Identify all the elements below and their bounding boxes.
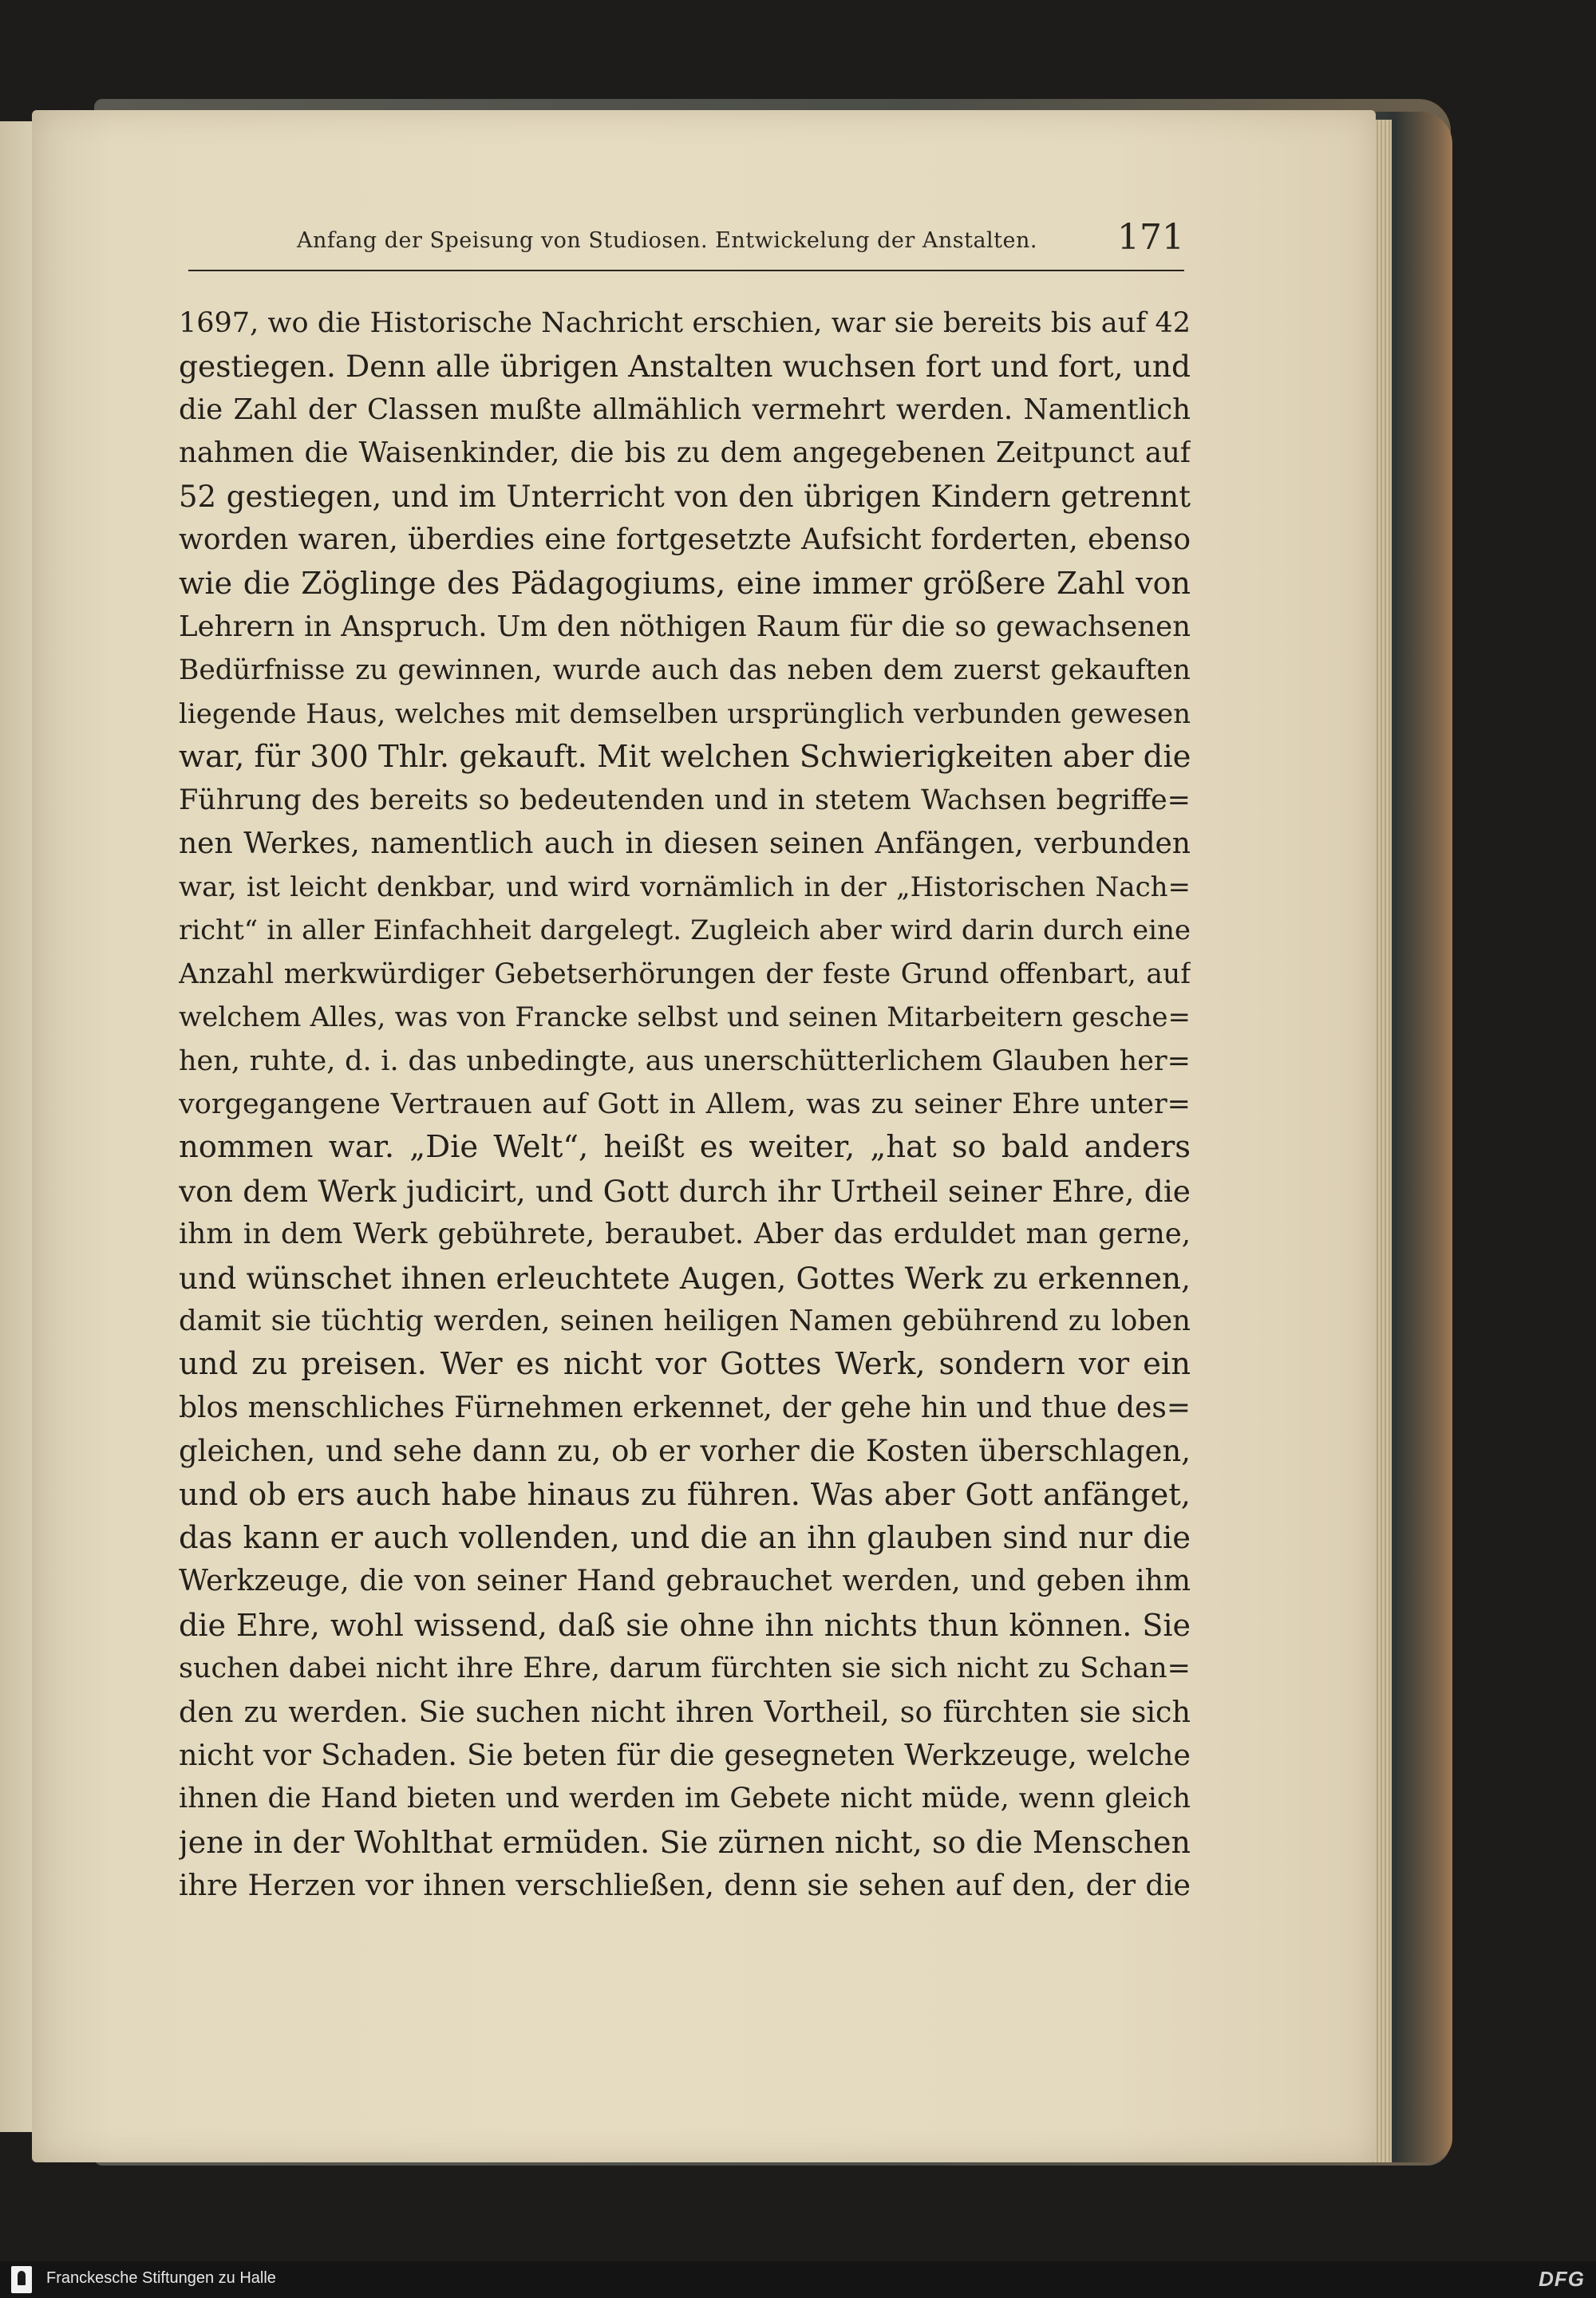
text-line: nicht vor Schaden. Sie beten für die gesegneten Werkzeuge, welche xyxy=(179,1737,1191,1772)
institution-logo-icon xyxy=(11,2266,32,2293)
text-line: suchen dabei nicht ihre Ehre, darum fürchten sie sich nicht zu Schan= xyxy=(179,1652,1191,1685)
footer-organization[interactable]: Franckesche Stiftungen zu Halle xyxy=(46,2269,276,2287)
page-number: 171 xyxy=(1117,217,1184,258)
text-line: nahmen die Waisenkinder, die bis zu dem angegebenen Zeitpunct auf xyxy=(179,436,1191,470)
text-line: nommen war. „Die Welt“, heißt es weiter, „hat so bald anders xyxy=(179,1129,1191,1166)
text-line: richt“ in aller Einfachheit dargelegt. Zugleich aber wird darin durch eine xyxy=(179,914,1191,947)
text-line: gleichen, und sehe dann zu, ob er vorher die Kosten überschlagen, xyxy=(179,1434,1191,1469)
text-line: jene in der Wohlthat ermüden. Sie zürnen nicht, so die Menschen xyxy=(179,1824,1191,1860)
page-header xyxy=(188,217,1184,271)
text-line: vorgegangene Vertrauen auf Gott in Allem, was zu seiner Ehre unter= xyxy=(179,1088,1191,1121)
text-line: war, für 300 Thlr. gekauft. Mit welchen Schwierigkeiten aber die xyxy=(179,738,1191,775)
text-line: worden waren, überdies eine fortgesetzte Aufsicht forderten, ebenso xyxy=(179,523,1191,556)
text-line: nen Werkes, namentlich auch in diesen seinen Anfängen, verbunden xyxy=(179,827,1191,860)
text-line: das kann er auch vollenden, und die an ihn glauben sind nur die xyxy=(179,1519,1191,1556)
running-head: Anfang der Speisung von Studiosen. Entwickelung der Anstalten. xyxy=(297,228,1037,253)
text-line: gestiegen. Denn alle übrigen Anstalten wuchsen fort und fort, und xyxy=(179,349,1191,385)
text-line: ihm in dem Werk gebührete, beraubet. Aber das erduldet man gerne, xyxy=(179,1218,1191,1251)
logo-mark xyxy=(18,2271,26,2285)
text-line: und wünschet ihnen erleuchtete Augen, Gottes Werk zu erkennen, xyxy=(179,1260,1191,1296)
text-line: Lehrern in Anspruch. Um den nöthigen Raum für die so gewachsenen xyxy=(179,610,1191,643)
text-line: und ob ers auch habe hinaus zu führen. Was aber Gott anfänget, xyxy=(179,1476,1191,1513)
text-line: damit sie tüchtig werden, seinen heiligen Namen gebührend zu loben xyxy=(179,1304,1191,1337)
text-line: hen, ruhte, d. i. das unbedingte, aus unerschütterlichem Glauben her= xyxy=(179,1044,1191,1077)
text-line: Anzahl merkwürdiger Gebetserhörungen der feste Grund offenbart, auf xyxy=(179,958,1191,990)
text-line: Führung des bereits so bedeutenden und in stetem Wachsen begriffe= xyxy=(179,784,1191,817)
text-line: die Zahl der Classen mußte allmählich vermehrt werden. Namentlich xyxy=(179,393,1191,426)
body-text xyxy=(179,302,1191,1929)
text-line: war, ist leicht denkbar, und wird vornämlich in der „Historischen Nach= xyxy=(179,871,1191,904)
text-line: ihnen die Hand bieten und werden im Gebete nicht müde, wenn gleich xyxy=(179,1783,1191,1815)
text-line: den zu werden. Sie suchen nicht ihren Vortheil, so fürchten sie sich xyxy=(179,1694,1191,1729)
text-line: welchem Alles, was von Francke selbst und seinen Mitarbeitern gesche= xyxy=(179,1001,1191,1034)
footer-bar xyxy=(0,2261,1596,2298)
dfg-logo: DFG xyxy=(1539,2267,1585,2291)
text-line: Werkzeuge, die von seiner Hand gebrauchet werden, und geben ihm xyxy=(179,1565,1191,1598)
text-line: blos menschliches Fürnehmen erkennet, der gehe hin und thue des= xyxy=(179,1391,1191,1424)
text-line: die Ehre, wohl wissend, daß sie ohne ihn nichts thun können. Sie xyxy=(179,1607,1191,1643)
text-line: ihre Herzen vor ihnen verschließen, denn sie sehen auf den, der die xyxy=(179,1868,1191,1903)
text-line: Bedürfnisse zu gewinnen, wurde auch das neben dem zuerst gekauften xyxy=(179,654,1191,687)
text-line: liegende Haus, welches mit demselben ursprünglich verbunden gewesen xyxy=(179,697,1191,730)
text-line: 1697, wo die Historische Nachricht erschien, war sie bereits bis auf 42 xyxy=(179,307,1191,339)
text-line: von dem Werk judicirt, und Gott durch ihr Urtheil seiner Ehre, die xyxy=(179,1173,1191,1209)
text-line: 52 gestiegen, und im Unterricht von den übrigen Kindern getrennt xyxy=(179,479,1191,514)
text-line: und zu preisen. Wer es nicht vor Gottes Werk, sondern vor ein xyxy=(179,1346,1191,1383)
text-line: wie die Zöglinge des Pädagogiums, eine immer größere Zahl von xyxy=(179,566,1191,602)
